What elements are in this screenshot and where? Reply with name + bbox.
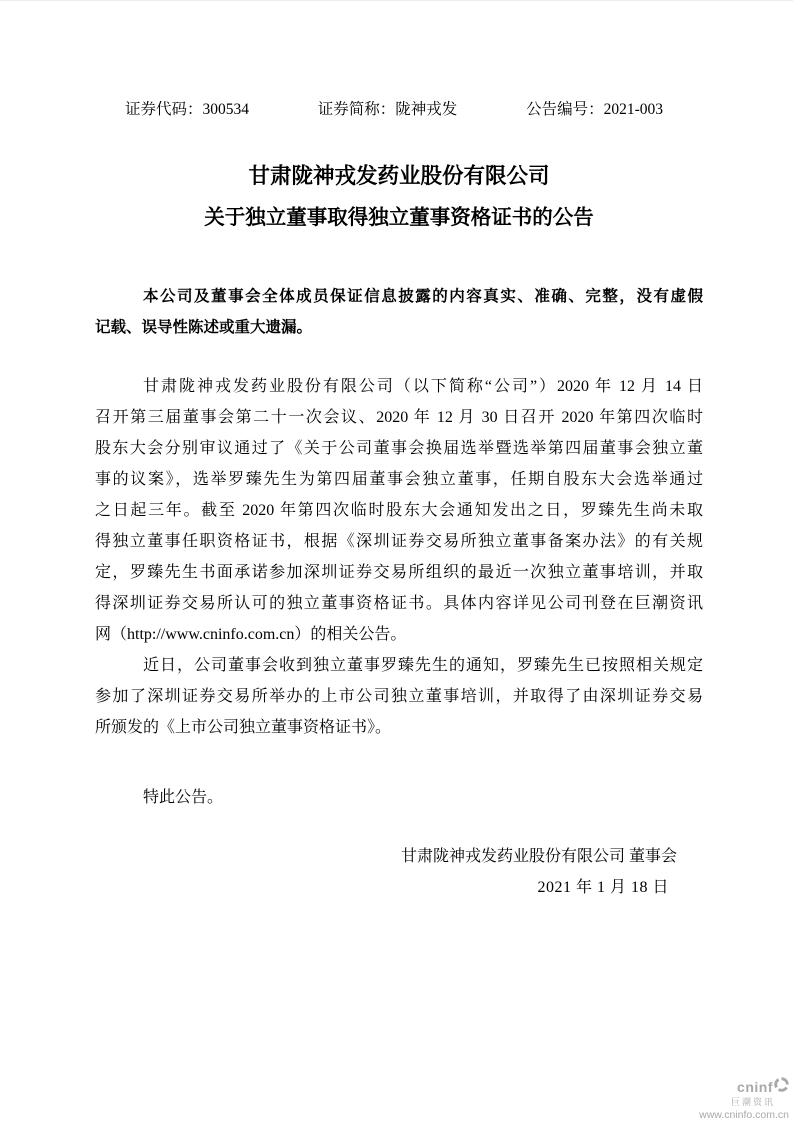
disclosure-statement — [95, 281, 703, 343]
text-line: 召开第三届董事会第二十一次会议、2020 年 12 月 30 日召开 2020 年第四次临时 — [95, 409, 703, 426]
cninfo-brand-text: cninf — [737, 1078, 773, 1095]
document-header — [125, 100, 663, 120]
text-line: 事的议案》，选举罗臻先生为第四届董事会独立董事，任期自股东大会选举通过 — [95, 471, 703, 488]
text-line: 参加了深圳证券交易所举办的上市公司独立董事培训，并取得了由深圳证券交易 — [95, 688, 703, 705]
paragraph-certificate-obtained — [95, 650, 703, 743]
announcement-number: 公告编号：2021-003 — [526, 101, 663, 118]
text-line: 得独立董事任职资格证书，根据《深圳证券交易所独立董事备案办法》的有关规 — [95, 533, 703, 550]
swirl-globe-icon — [774, 1077, 789, 1096]
text-line: 得深圳证券交易所认可的独立董事资格证书。具体内容详见公司刊登在巨潮资讯 — [95, 595, 703, 612]
text-line: 网（http://www.cninfo.com.cn）的相关公告。 — [95, 626, 407, 643]
text-line: 之日起三年。截至 2020 年第四次临时股东大会通知发出之日，罗臻先生尚未取 — [95, 502, 703, 519]
signature-company: 甘肃陇神戎发药业股份有限公司 董事会 — [400, 848, 677, 865]
text-line: 定，罗臻先生书面承诺参加深圳证券交易所组织的最近一次独立董事培训，并取 — [95, 564, 703, 581]
text-line: 本公司及董事会全体成员保证信息披露的内容真实、准确、完整，没有虚假 — [143, 288, 703, 305]
cninfo-logo — [699, 1077, 789, 1121]
cninfo-brand-chinese: 巨潮资讯 — [730, 1097, 775, 1107]
text-line: 所颁发的《上市公司独立董事资格证书》。 — [95, 719, 392, 736]
paragraph-election-background — [95, 371, 703, 650]
text-line: 股东大会分别审议通过了《关于公司董事会换届选举暨选举第四届董事会独立董 — [95, 440, 703, 457]
announcement-title: 关于独立董事取得独立董事资格证书的公告 — [204, 207, 594, 229]
signature-block — [401, 841, 677, 903]
stock-code: 证券代码：300534 — [125, 101, 250, 118]
cninfo-brand-row — [699, 1077, 789, 1096]
cninfo-url: www.cninfo.com.cn — [699, 1109, 789, 1121]
text-line: 近日，公司董事会收到独立董事罗臻先生的通知，罗臻先生已按照相关规定 — [143, 657, 703, 674]
signature-date: 2021 年 1 月 18 日 — [537, 879, 669, 896]
text-line: 记载、误导性陈述或重大遗漏。 — [95, 319, 313, 336]
company-title: 甘肃陇神戎发药业股份有限公司 — [248, 164, 550, 188]
text-line: 甘肃陇神戎发药业股份有限公司（以下简称“公司”）2020 年 12 月 14 日 — [143, 378, 703, 395]
document-body — [95, 371, 703, 743]
closing-note: 特此公告。 — [143, 789, 224, 806]
stock-short-name: 证券简称：陇神戎发 — [317, 101, 458, 118]
